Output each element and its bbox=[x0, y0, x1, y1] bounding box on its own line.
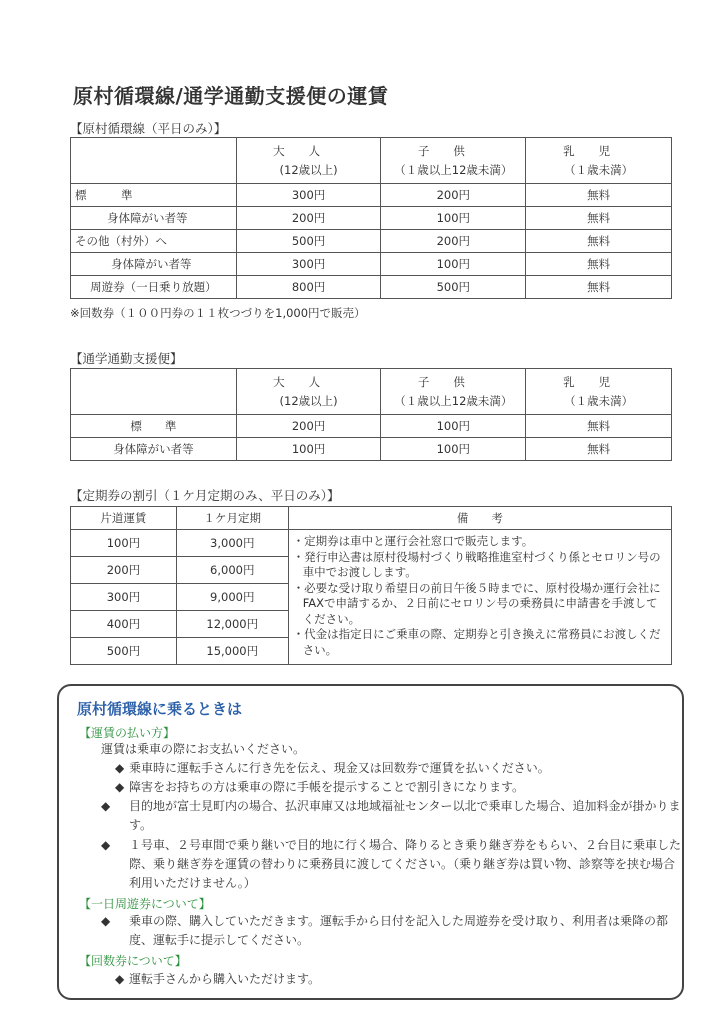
header-child: 子供 （１歳以上12歳未満） bbox=[381, 369, 526, 415]
table-row bbox=[71, 230, 672, 253]
list-item: ◆ 運転手さんから購入いただけます。 bbox=[115, 970, 665, 989]
table-row bbox=[71, 207, 672, 230]
list-item: ◆ 乗車の際、購入していただきます。運転手から日付を記入した周遊券を受け取り、利用者は乗降の都度、運転手に提示してください。 bbox=[101, 914, 669, 947]
table-row bbox=[71, 438, 672, 461]
header-blank bbox=[71, 369, 237, 415]
child-fare: 100円 bbox=[381, 207, 526, 230]
coupon-heading: 【回数券について】 bbox=[79, 954, 187, 968]
section2-label: 【通学通勤支援便】 bbox=[70, 351, 183, 366]
child-fare: 100円 bbox=[381, 415, 526, 438]
header-oneway: 片道運賃 bbox=[71, 507, 177, 530]
list-item: ◆ 乗車時に運転手さんに行き先を伝え、現金又は回数券で運賃を払いください。 bbox=[115, 759, 665, 778]
diamond-bullet-icon: ◆ bbox=[101, 914, 111, 928]
payment-heading: 【運賃の払い方】 bbox=[79, 726, 176, 740]
list-item: ◆ 目的地が富士見町内の場合、払沢車庫又は地域福祉センター以北で乗車した場合、追加料金が掛かります。 bbox=[101, 799, 681, 832]
adult-fare: 500円 bbox=[236, 230, 381, 253]
remark-item: ・定期券は車中と運行会社窓口で販売します。 bbox=[292, 534, 534, 548]
infant-fare: 無料 bbox=[526, 207, 672, 230]
table-row bbox=[71, 276, 672, 299]
child-fare: 500円 bbox=[381, 276, 526, 299]
info-box bbox=[57, 684, 684, 1000]
diamond-bullet-icon: ◆ bbox=[115, 780, 125, 794]
child-fare: 200円 bbox=[381, 230, 526, 253]
infant-fare: 無料 bbox=[526, 253, 672, 276]
row-label: 周遊券（一日乗り放題） bbox=[71, 276, 237, 299]
page-title: 原村循環線/通学通勤支援便の運賃 bbox=[73, 84, 389, 108]
table-header-row bbox=[71, 507, 672, 530]
child-fare: 100円 bbox=[381, 253, 526, 276]
row-label: 身体障がい者等 bbox=[71, 253, 237, 276]
infant-fare: 無料 bbox=[526, 184, 672, 207]
header-remarks: 備 考 bbox=[288, 507, 671, 530]
monthly-pass-price: 3,000円 bbox=[176, 530, 288, 557]
list-item: ◆ １号車、２号車間で乗り継いで目的地に行く場合、降りるとき乗り継ぎ券をもらい、２台目に乗車した際、乗り継ぎ券を運賃の替わりに乗務員に渡してください。（乗り継ぎ券は買い物、診察等を挟む場合利用いただけません。） bbox=[101, 838, 682, 890]
row-label: 標 準 bbox=[71, 415, 237, 438]
diamond-bullet-icon: ◆ bbox=[115, 761, 125, 775]
row-label: その他（村外）へ bbox=[71, 230, 237, 253]
header-adult: 大人 (12歳以上) bbox=[236, 369, 381, 415]
adult-fare: 300円 bbox=[236, 253, 381, 276]
table-header-row bbox=[71, 138, 672, 184]
header-monthly: １ケ月定期 bbox=[176, 507, 288, 530]
oneway-fare: 200円 bbox=[71, 557, 177, 584]
payment-intro: 運賃は乗車の際にお支払いください。 bbox=[101, 742, 306, 756]
monthly-pass-price: 9,000円 bbox=[176, 584, 288, 611]
header-infant: 乳児 （１歳未満） bbox=[526, 369, 672, 415]
remark-item: ・代金は指定日にご乗車の際、定期券と引き換えに常務員にお渡しください。 bbox=[292, 627, 661, 657]
section3-label: 【定期券の割引（１ケ月定期のみ、平日のみ）】 bbox=[70, 488, 340, 503]
monthly-pass-price: 12,000円 bbox=[176, 611, 288, 638]
remark-item: ・発行申込書は原村役場村づくり戦略推進室村づくり係とセロリン号の車中でお渡しします。 bbox=[292, 549, 661, 579]
adult-fare: 100円 bbox=[236, 438, 381, 461]
header-adult: 大人 (12歳以上) bbox=[236, 138, 381, 184]
diamond-bullet-icon: ◆ bbox=[101, 799, 111, 813]
table-row bbox=[71, 253, 672, 276]
infant-fare: 無料 bbox=[526, 415, 672, 438]
infant-fare: 無料 bbox=[526, 438, 672, 461]
table-header-row bbox=[71, 369, 672, 415]
list-item: ◆ 障害をお持ちの方は乗車の際に手帳を提示することで割引きになります。 bbox=[115, 778, 665, 797]
header-child: 子供 （１歳以上12歳未満） bbox=[381, 138, 526, 184]
table-row bbox=[71, 530, 672, 557]
adult-fare: 800円 bbox=[236, 276, 381, 299]
commuter-pass-table bbox=[70, 506, 672, 665]
table-row bbox=[71, 184, 672, 207]
infant-fare: 無料 bbox=[526, 230, 672, 253]
header-infant: 乳児 （１歳未満） bbox=[526, 138, 672, 184]
section1-label: 【原村循環線（平日のみ）】 bbox=[70, 121, 227, 136]
diamond-bullet-icon: ◆ bbox=[101, 838, 111, 852]
diamond-bullet-icon: ◆ bbox=[115, 972, 125, 986]
oneway-fare: 500円 bbox=[71, 638, 177, 665]
oneway-fare: 300円 bbox=[71, 584, 177, 611]
child-fare: 200円 bbox=[381, 184, 526, 207]
info-box-title: 原村循環線に乗るときは bbox=[77, 700, 243, 718]
row-label: 身体障がい者等 bbox=[71, 207, 237, 230]
oneway-fare: 400円 bbox=[71, 611, 177, 638]
header-blank bbox=[71, 138, 237, 184]
row-label: 身体障がい者等 bbox=[71, 438, 237, 461]
child-fare: 100円 bbox=[381, 438, 526, 461]
remark-item: ・必要な受け取り希望日の前日午後５時までに、原村役場か運行会社にFAXで申請するか、２日前にセロリン号の乗務員に申請書を手渡してください。 bbox=[292, 580, 661, 626]
infant-fare: 無料 bbox=[526, 276, 672, 299]
row-label: 標 準 bbox=[71, 184, 237, 207]
section2-fare-table bbox=[70, 368, 672, 461]
adult-fare: 300円 bbox=[236, 184, 381, 207]
adult-fare: 200円 bbox=[236, 207, 381, 230]
remarks-cell bbox=[288, 530, 671, 665]
monthly-pass-price: 15,000円 bbox=[176, 638, 288, 665]
table-row bbox=[71, 415, 672, 438]
oneway-fare: 100円 bbox=[71, 530, 177, 557]
adult-fare: 200円 bbox=[236, 415, 381, 438]
coupon-note: ※回数券（１００円券の１１枚つづりを1,000円で販売） bbox=[70, 306, 366, 320]
monthly-pass-price: 6,000円 bbox=[176, 557, 288, 584]
section1-fare-table bbox=[70, 137, 672, 299]
day-pass-heading: 【一日周遊券について】 bbox=[79, 897, 211, 911]
